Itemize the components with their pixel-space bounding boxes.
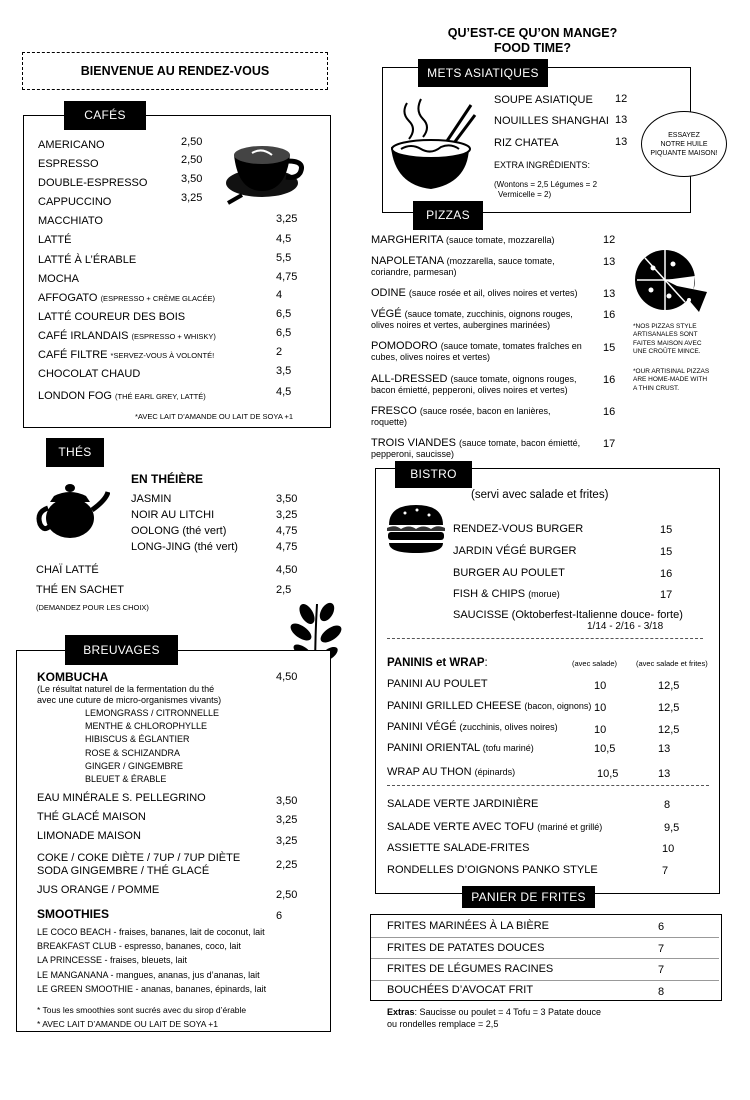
the-name: JASMIN bbox=[131, 493, 172, 505]
panini-price1: 10,5 bbox=[594, 743, 616, 755]
paninis-title: PANINIS et WRAP: bbox=[387, 657, 488, 669]
pizza-desc: cubes, olives noires et vertes) bbox=[371, 352, 491, 362]
cafe-price: 6,5 bbox=[276, 308, 292, 320]
thes-subtitle: EN THÉIÈRE bbox=[131, 472, 204, 486]
cafe-price: 3,5 bbox=[276, 365, 292, 377]
saucisse-prices: 1/14 - 2/16 - 3/18 bbox=[587, 621, 664, 632]
cafe-price: 4,75 bbox=[276, 271, 298, 283]
frites-price: 8 bbox=[658, 986, 665, 998]
burger-name: BURGER AU POULET bbox=[453, 567, 565, 579]
bistro-title: BISTRO bbox=[395, 461, 472, 488]
cafe-item: AFFOGATO (ESPRESSO + CRÈME GLACÉE) bbox=[38, 292, 215, 304]
flavor-item: GINGER / GINGEMBRE bbox=[85, 760, 184, 771]
divider bbox=[371, 958, 719, 959]
cafes-footnote: *AVEC LAIT D’AMANDE OU LAIT DE SOYA +1 bbox=[135, 412, 294, 421]
cafe-name: MACCHIATO bbox=[38, 215, 103, 227]
divider bbox=[371, 980, 719, 981]
frites-price: 7 bbox=[658, 943, 665, 955]
pizzas-title: PIZZAS bbox=[413, 201, 483, 230]
divider bbox=[371, 937, 719, 938]
panini-price2: 13 bbox=[658, 743, 671, 755]
the-name: LONG-JING (thé vert) bbox=[131, 541, 238, 553]
smoothie-item: LE GREEN SMOOTHIE - ananas, bananes, épinards, lait bbox=[37, 983, 267, 994]
cafe-price: 3,25 bbox=[181, 192, 203, 204]
the-price: 3,25 bbox=[276, 509, 298, 521]
panini-item: PANINI ORIENTAL (tofu mariné) bbox=[387, 742, 534, 754]
cafe-price: 4 bbox=[276, 289, 283, 301]
pizza-price: 17 bbox=[603, 438, 616, 450]
pizza-item: FRESCO (sauce rosée, bacon en lanières, bbox=[371, 405, 551, 417]
frites-name: FRITES MARINÉES À LA BIÈRE bbox=[387, 920, 549, 932]
pizza-price: 12 bbox=[603, 234, 616, 246]
smoothies-note: * Tous les smoothies sont sucrés avec du sirop d’érable bbox=[37, 1005, 247, 1015]
pizza-desc: pepperoni, saucisse) bbox=[371, 449, 455, 459]
cafe-price: 4,5 bbox=[276, 233, 292, 245]
pizza-price: 13 bbox=[603, 288, 616, 300]
kombucha-flavors bbox=[85, 707, 219, 786]
pizza-desc: olives noires et vertes, aubergines marinées) bbox=[371, 320, 551, 330]
hot-oil-badge: ESSAYEZ NOTRE HUILE PIQUANTE MAISON! bbox=[641, 111, 727, 177]
frites-price: 6 bbox=[658, 921, 665, 933]
burger-price: 15 bbox=[660, 524, 673, 536]
panini-item: PANINI AU POULET bbox=[387, 678, 488, 690]
breuvages-title: BREUVAGES bbox=[65, 635, 178, 665]
cafe-price: 6,5 bbox=[276, 327, 292, 339]
panini-price2: 13 bbox=[658, 768, 671, 780]
frites-name: FRITES DE LÉGUMES RACINES bbox=[387, 963, 554, 975]
panini-price2: 12,5 bbox=[658, 680, 680, 692]
burger-name: SAUCISSE (Oktoberfest-Italienne douce- forte) bbox=[453, 609, 683, 621]
cafe-name: DOUBLE-ESPRESSO bbox=[38, 177, 148, 189]
chai-latte: CHAÏ LATTÉ bbox=[36, 564, 99, 576]
pizza-item: TROIS VIANDES (sauce tomate, bacon émietté, bbox=[371, 437, 581, 449]
panini-price1: 10 bbox=[594, 680, 607, 692]
drink-price: 2,50 bbox=[276, 889, 298, 901]
flavor-item: LEMONGRASS / CITRONNELLE bbox=[85, 708, 220, 718]
panini-item: PANINI GRILLED CHEESE (bacon, oignons) bbox=[387, 700, 592, 712]
pizza-item: ALL-DRESSED (sauce tomate, oignons rouges, bbox=[371, 373, 577, 385]
cafe-name: AMERICANO bbox=[38, 139, 105, 151]
extra-line: (Wontons = 2,5 Légumes = 2 bbox=[494, 180, 598, 189]
pizza-item: VÉGÉ (sauce tomate, zucchinis, oignons rouges, bbox=[371, 308, 573, 320]
the-price: 4,75 bbox=[276, 541, 298, 553]
pizza-desc: bacon émietté, pepperoni, olives noires et vertes) bbox=[371, 385, 568, 395]
drink-price: 3,50 bbox=[276, 795, 298, 807]
burger-price: 16 bbox=[660, 568, 673, 580]
drink-name: THÉ GLACÉ MAISON bbox=[37, 811, 146, 823]
pizza-item: NAPOLETANA (mozzarella, sauce tomate, bbox=[371, 255, 555, 267]
asian-dish: NOUILLES SHANGHAI bbox=[494, 115, 609, 127]
salade-name: SALADE VERTE JARDINIÈRE bbox=[387, 798, 539, 810]
cafes-title: CAFÉS bbox=[64, 101, 146, 130]
divider bbox=[387, 638, 703, 639]
frites-name: FRITES DE PATATES DOUCES bbox=[387, 942, 545, 954]
pizza-item: POMODORO (sauce tomate, tomates fraîches en bbox=[371, 340, 582, 352]
panini-price2: 12,5 bbox=[658, 702, 680, 714]
pizza-note-fr: *NOS PIZZAS STYLE ARTISANALES SONT FAITES MAISON AVEC UNE CROÛTE MINCE. bbox=[633, 323, 702, 356]
pizza-item: MARGHERITA (sauce tomate, mozzarella) bbox=[371, 234, 555, 246]
chai-price: 4,50 bbox=[276, 564, 298, 576]
drink-name: COKE / COKE DIÈTE / 7UP / 7UP DIÈTE bbox=[37, 852, 241, 864]
burger-item: FISH & CHIPS (morue) bbox=[453, 588, 560, 600]
the-price: 3,50 bbox=[276, 493, 298, 505]
pizza-price: 13 bbox=[603, 256, 616, 268]
burger-price: 17 bbox=[660, 589, 673, 601]
thes-title: THÉS bbox=[46, 438, 104, 467]
cafe-name: CHOCOLAT CHAUD bbox=[38, 368, 141, 380]
cafe-item: CAFÉ FILTRE *SERVEZ-VOUS À VOLONTÉ! bbox=[38, 349, 215, 361]
panini-price1: 10,5 bbox=[597, 768, 619, 780]
kombucha-title: KOMBUCHA bbox=[37, 670, 109, 684]
col-salade-frites: (avec salade et frites) bbox=[636, 659, 708, 668]
panini-price1: 10 bbox=[594, 702, 607, 714]
pizza-price: 15 bbox=[603, 342, 616, 354]
drink-price: 2,25 bbox=[276, 859, 298, 871]
the-price: 4,75 bbox=[276, 525, 298, 537]
cafe-price: 3,50 bbox=[181, 173, 203, 185]
frites-title: PANIER DE FRITES bbox=[462, 886, 595, 908]
divider bbox=[387, 785, 709, 786]
cafe-price: 3,25 bbox=[276, 213, 298, 225]
salade-price: 10 bbox=[662, 843, 675, 855]
cafe-price: 5,5 bbox=[276, 252, 292, 264]
drink-price: 3,25 bbox=[276, 835, 298, 847]
smoothie-item: LA PRINCESSE - fraises, bleuets, lait bbox=[37, 955, 188, 966]
flavor-item: BLEUET & ÉRABLE bbox=[85, 774, 167, 785]
kombucha-desc: (Le résultat naturel de la fermentation du thé bbox=[37, 684, 215, 694]
pizza-note-en: *OUR ARTISINAL PIZZAS ARE HOME-MADE WITH A THIN CRUST. bbox=[633, 368, 710, 392]
salade-price: 9,5 bbox=[664, 822, 680, 834]
cafe-price: 4,5 bbox=[276, 386, 292, 398]
noodle-bowl-icon bbox=[387, 95, 477, 195]
cafe-price: 2,50 bbox=[181, 154, 203, 166]
extra-title: EXTRA INGRÉDIENTS: bbox=[494, 160, 591, 170]
flavor-item: MENTHE & CHLOROPHYLLE bbox=[85, 721, 208, 732]
col-salade: (avec salade) bbox=[572, 659, 618, 668]
the-sachet: THÉ EN SACHET bbox=[36, 584, 125, 596]
pizza-price: 16 bbox=[603, 406, 616, 418]
extras-line: ou rondelles remplace = 2,5 bbox=[387, 1019, 499, 1029]
pizza-price: 16 bbox=[603, 309, 616, 321]
welcome-banner: BIENVENUE AU RENDEZ-VOUS bbox=[22, 52, 328, 90]
salade-item: SALADE VERTE AVEC TOFU (mariné et grillé) bbox=[387, 821, 603, 833]
burger-name: JARDIN VÉGÉ BURGER bbox=[453, 545, 577, 557]
cafe-name: LATTÉ À L’ÉRABLE bbox=[38, 254, 137, 266]
cafe-price: 2 bbox=[276, 346, 283, 358]
coffee-cup-icon bbox=[222, 133, 308, 207]
sachet-price: 2,5 bbox=[276, 584, 292, 596]
asian-price: 12 bbox=[615, 93, 628, 105]
flavor-item: HIBISCUS & ÉGLANTIER bbox=[85, 734, 190, 745]
asian-price: 13 bbox=[615, 136, 628, 148]
smoothie-item: BREAKFAST CLUB - espresso, bananes, coco, lait bbox=[37, 941, 241, 952]
kombucha-price: 4,50 bbox=[276, 671, 298, 683]
burger-price: 15 bbox=[660, 546, 673, 558]
flavor-item: ROSE & SCHIZANDRA bbox=[85, 747, 181, 758]
drink-price: 3,25 bbox=[276, 814, 298, 826]
extra-line: Vermicelle = 2) bbox=[498, 190, 552, 199]
panini-price2: 12,5 bbox=[658, 724, 680, 736]
cafe-item: LONDON FOG (THÉ EARL GREY, LATTÉ) bbox=[38, 390, 206, 402]
pizza-price: 16 bbox=[603, 374, 616, 386]
pizza-desc: coriandre, parmesan) bbox=[371, 267, 457, 277]
smoothie-item: LE MANGANANA - mangues, ananas, jus d’ananas, lait bbox=[37, 969, 260, 980]
asian-dish: RIZ CHATEA bbox=[494, 137, 559, 149]
smoothies-list bbox=[37, 925, 266, 996]
cafe-item: CAFÉ IRLANDAIS (ESPRESSO + WHISKY) bbox=[38, 330, 216, 342]
cafe-price: 2,50 bbox=[181, 136, 203, 148]
salade-name: ASSIETTE SALADE-FRITES bbox=[387, 842, 530, 854]
pizza-item: ODINE (sauce rosée et ail, olives noires et vertes) bbox=[371, 287, 578, 299]
pizza-desc: roquette) bbox=[371, 417, 408, 427]
drink-name: JUS ORANGE / POMME bbox=[37, 884, 160, 896]
smoothie-item: LE COCO BEACH - fraises, bananes, lait de coconut, lait bbox=[37, 927, 265, 937]
cafe-name: ESPRESSO bbox=[38, 158, 99, 170]
panini-item: WRAP AU THON (épinards) bbox=[387, 766, 516, 778]
page-title: QU’EST-CE QU’ON MANGE? FOOD TIME? bbox=[447, 26, 618, 55]
drink-name: EAU MINÉRALE S. PELLEGRINO bbox=[37, 792, 206, 804]
cafe-name: CAPPUCCINO bbox=[38, 196, 112, 208]
the-name: OOLONG (thé vert) bbox=[131, 525, 227, 537]
smoothies-title: SMOOTHIES bbox=[37, 907, 110, 921]
the-name: NOIR AU LITCHI bbox=[131, 509, 215, 521]
salade-name: RONDELLES D’OIGNONS PANKO STYLE bbox=[387, 864, 598, 876]
extras-line: Extras: Saucisse ou poulet = 4 Tofu = 3 Patate douce bbox=[387, 1007, 601, 1017]
asian-dish: SOUPE ASIATIQUE bbox=[494, 94, 593, 106]
milk-note: * AVEC LAIT D’AMANDE OU LAIT DE SOYA +1 bbox=[37, 1019, 219, 1029]
salade-price: 7 bbox=[662, 865, 669, 877]
cafe-name: LATTÉ bbox=[38, 234, 72, 246]
drink-name: LIMONADE MAISON bbox=[37, 830, 141, 842]
kombucha-desc: avec une cuture de micro-organismes vivants) bbox=[37, 695, 222, 705]
asian-price: 13 bbox=[615, 114, 628, 126]
teapot-icon bbox=[36, 482, 110, 540]
salade-price: 8 bbox=[664, 799, 671, 811]
burger-name: RENDEZ-VOUS BURGER bbox=[453, 523, 584, 535]
asiatiques-title: METS ASIATIQUES bbox=[418, 59, 548, 87]
burger-icon bbox=[385, 503, 447, 555]
cafe-name: MOCHA bbox=[38, 273, 79, 285]
drink-name: SODA GINGEMBRE / THÉ GLACÉ bbox=[37, 865, 210, 877]
sachet-note: (DEMANDEZ POUR LES CHOIX) bbox=[36, 603, 149, 612]
pizza-icon bbox=[633, 246, 711, 320]
cafe-name: LATTÉ COUREUR DES BOIS bbox=[38, 311, 186, 323]
frites-price: 7 bbox=[658, 964, 665, 976]
frites-name: BOUCHÉES D’AVOCAT FRIT bbox=[387, 984, 534, 996]
smoothies-price: 6 bbox=[276, 910, 283, 922]
panini-price1: 10 bbox=[594, 724, 607, 736]
panini-item: PANINI VÉGÉ (zucchinis, olives noires) bbox=[387, 721, 558, 733]
bistro-subtitle: (servi avec salade et frites) bbox=[471, 489, 609, 501]
